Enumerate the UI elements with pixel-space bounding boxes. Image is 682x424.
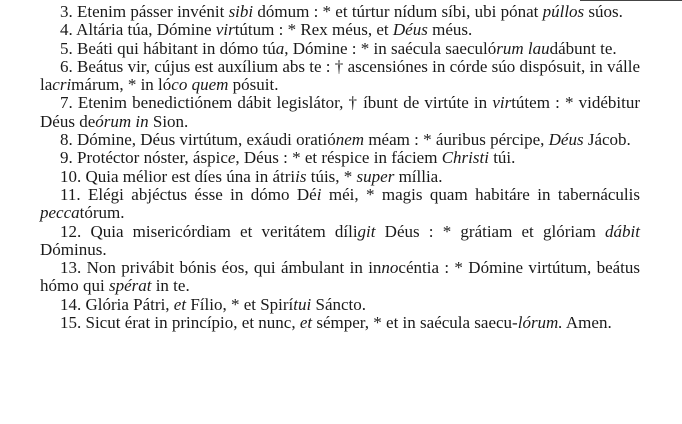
verse-number: 12.: [60, 221, 82, 241]
verse-text: Amen.: [562, 313, 612, 333]
verse-number: 13.: [60, 258, 82, 278]
verse: [40, 259, 640, 296]
verse-text: tútem : * vidébitur Déus de: [40, 93, 640, 131]
verse-text: Sáncto.: [311, 294, 367, 314]
verse-text: Glória Pátri,: [85, 294, 174, 314]
top-rule-divider: [580, 0, 682, 1]
verse-text-italic: co quem: [171, 75, 229, 95]
verse-text: Altária túa, Dómine: [76, 20, 216, 40]
verse-text: Beátus vir, cújus est auxílium abs te : † ascensiónes in córde súo dispósuit, in válle la: [40, 56, 640, 95]
verse-text-italic: cri: [52, 75, 72, 95]
verse-text: céntia : * Dómine virtútum, beátus hómo qui: [40, 258, 640, 296]
verse-text: pósuit.: [228, 75, 279, 95]
verse-text: sémper, * et in saécula saecu-: [312, 313, 518, 333]
verse: [40, 223, 640, 260]
verse-text: in te.: [151, 276, 190, 296]
verse: [40, 296, 640, 314]
verse-text-italic: dábit: [605, 221, 640, 241]
verse-text: Beáti qui hábitant in dómo tú: [77, 38, 276, 58]
verse-text: márum, * in ló: [71, 75, 172, 95]
verse-text: Sion.: [148, 111, 189, 131]
verse-number: 11.: [60, 184, 81, 204]
verse-text: Fílio, * et Spirí: [186, 294, 294, 314]
verse-text: tórum.: [79, 203, 125, 223]
verse: [40, 131, 640, 149]
verse-text-italic: Déus: [548, 130, 584, 150]
verse-text: méam : * áuribus pércipe,: [364, 130, 549, 150]
verse-text-italic: a: [275, 38, 285, 58]
verse-text: dábunt te.: [549, 38, 617, 58]
verse-text: Protéctor nóster, áspic: [77, 148, 228, 168]
verse-text-italic: Christi: [441, 148, 489, 168]
verse-text: , Déus : * et réspice in fáciem: [235, 148, 442, 168]
verse-text-italic: e: [227, 148, 236, 168]
verse-text: Déus : * grátiam et glóriam: [375, 221, 606, 241]
verse-number: 10.: [60, 166, 82, 186]
verse-text: , Dómine : * in saécula saeculó: [284, 38, 497, 58]
verse-text-italic: lórum.: [517, 313, 563, 333]
verse: [40, 186, 640, 223]
verse-number: 14.: [60, 294, 82, 314]
verse-text: Jácob.: [583, 130, 631, 150]
verse-number: 3.: [60, 2, 73, 21]
verse: [40, 168, 640, 186]
verse-text: túi.: [488, 148, 516, 168]
verse-text-italic: nem: [335, 130, 365, 150]
verse-text-italic: rum: [496, 38, 524, 58]
verse-text: Dóminus.: [40, 239, 107, 259]
verse-text: Quia misericórdiam et veritátem díli: [90, 221, 358, 241]
verse: [40, 58, 640, 95]
verse-text-italic: órum in: [95, 111, 149, 131]
verse-text-italic: pecca: [40, 203, 80, 223]
verse-text-italic: et: [299, 313, 313, 333]
verse-text-italic: vir: [492, 93, 512, 113]
verse: [40, 149, 640, 167]
verse-text-italic: Déus: [392, 20, 428, 40]
verse: [40, 40, 640, 58]
verse-text-italic: no: [381, 258, 399, 278]
verse-text: Elégi abjéctus ésse in dómo Dé: [88, 184, 317, 204]
verse-text: Non privábit bónis éos, qui ámbulant in in: [86, 258, 382, 278]
verse-text-italic: spérat: [108, 276, 152, 296]
verse-text-italic: púllos: [542, 2, 585, 21]
verse-number: 7.: [60, 93, 73, 113]
verse-list: [40, 3, 640, 332]
verse-text: Quia mélior est díes úna in átri: [85, 166, 296, 186]
verse-text: méi, * magis quam habitáre in tabernáculis: [321, 184, 640, 204]
verse: [40, 314, 640, 332]
verse-text-italic: git: [357, 221, 376, 241]
verse-text: Etenim benedictiónem dábit legislátor, † íbunt de virtúte in: [77, 93, 493, 113]
verse-text-italic: lau: [527, 38, 550, 58]
verse-text-italic: tui: [293, 294, 312, 314]
verse-text-italic: sibi: [228, 2, 254, 21]
verse-number: 8.: [60, 130, 73, 150]
verse-text-italic: i: [316, 184, 322, 204]
verse-number: 15.: [60, 313, 82, 333]
verse-text-italic: et: [173, 294, 187, 314]
verse-number: 5.: [60, 38, 73, 58]
verse: [40, 94, 640, 131]
verse: [40, 21, 640, 39]
verse-text-italic: is: [295, 166, 307, 186]
verse-text: Dómine, Déus virtútum, exáudi oratió: [77, 130, 336, 150]
verse-text-italic: super: [356, 166, 395, 186]
verse-text: Sicut érat in princípio, et nunc,: [85, 313, 300, 333]
verse-text: Etenim pásser invénit: [77, 2, 229, 21]
verse-number: 9.: [60, 148, 73, 168]
verse-text: túis, *: [306, 166, 357, 186]
verse: [40, 3, 640, 21]
verse-text: súos.: [584, 2, 623, 21]
verse-text: míllia.: [394, 166, 443, 186]
verse-number: 6.: [60, 56, 73, 76]
verse-number: 4.: [60, 20, 73, 40]
verse-text: dómum : * et túrtur nídum síbi, ubi pónat: [253, 2, 543, 21]
verse-text: tútum : * Rex méus, et: [234, 20, 393, 40]
verse-text: méus.: [427, 20, 473, 40]
verse-text-italic: vir: [215, 20, 235, 40]
